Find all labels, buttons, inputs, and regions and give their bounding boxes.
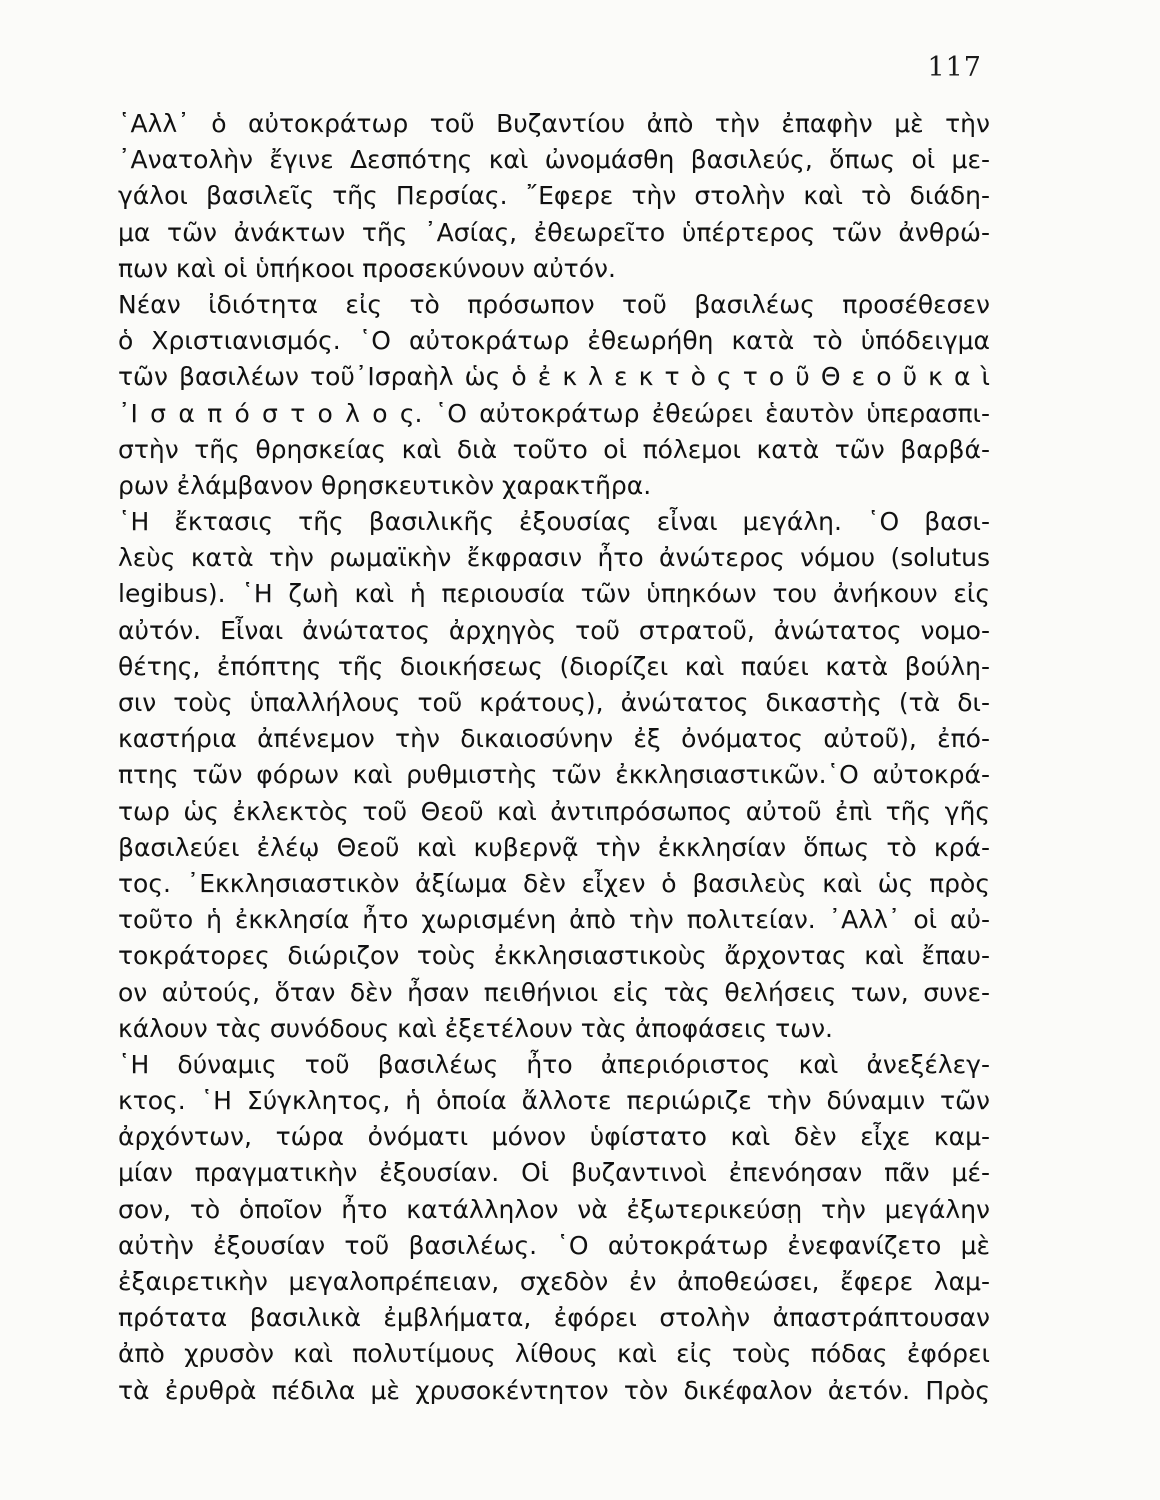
text-line: λεὺς κατὰ τὴν ρωμαϊκὴν ἔκφρασιν ἦτο ἀνώτερος νόμου (solutus	[118, 543, 990, 573]
text-line: κτος. ῾Η Σύγκλητος, ἡ ὁποία ἄλλοτε περιώριζε τὴν δύναμιν τῶν	[118, 1086, 990, 1116]
text-line: τωρ ὡς ἐκλεκτὸς τοῦ Θεοῦ καὶ ἀντιπρόσωπος αὐτοῦ ἐπὶ τῆς γῆς	[118, 796, 990, 826]
text-line: σιν τοὺς ὑπαλλήλους τοῦ κράτους), ἀνώτατος δικαστὴς (τὰ δι-	[118, 688, 990, 717]
text-line: ᾿Ι σ α π ό σ τ ο λ ο ς. ῾Ο αὐτοκράτωρ ἐθεώρει ἑαυτὸν ὑπερασπι-	[118, 398, 990, 428]
text-line: ᾿Ανατολὴν ἔγινε Δεσπότης καὶ ὠνομάσθη βασιλεύς, ὅπως οἱ με-	[118, 145, 990, 175]
text-line: πρότατα βασιλικὰ ἐμβλήματα, ἐφόρει στολὴν ἀπαστράπτουσαν	[118, 1303, 990, 1333]
text-line: κάλουν τὰς συνόδους καὶ ἐξετέλουν τὰς ἀποφάσεις των.	[118, 1013, 833, 1043]
text-line: αὐτὴν ἐξουσίαν τοῦ βασιλέως. ῾Ο αὐτοκράτωρ ἐνεφανίζετο μὲ	[118, 1230, 990, 1260]
text-line: πτης τῶν φόρων καὶ ρυθμιστὴς τῶν ἐκκλησιαστικῶν.῾Ο αὐτοκρά-	[118, 760, 990, 790]
text-line: αὐτόν. Εἶναι ἀνώτατος ἀρχηγὸς τοῦ στρατοῦ, ἀνώτατος νομο-	[118, 615, 990, 645]
text-line: βασιλεύει ἐλέῳ Θεοῦ καὶ κυβερνᾷ τὴν ἐκκλησίαν ὅπως τὸ κρά-	[118, 832, 990, 862]
text-line: ῾Η δύναμις τοῦ βασιλέως ἦτο ἀπεριόριστος καὶ ἀνεξέλεγ-	[118, 1049, 990, 1079]
text-line: πων καὶ οἱ ὑπήκοοι προσεκύνουν αὐτόν.	[118, 253, 616, 283]
text-line: ἀπὸ χρυσὸν καὶ πολυτίμους λίθους καὶ εἰς τοὺς πόδας ἐφόρει	[118, 1339, 990, 1369]
text-line: ὁ Χριστιανισμός. ῾Ο αὐτοκράτωρ ἐθεωρήθη κατὰ τὸ ὑπόδειγμα	[118, 326, 990, 356]
text-line: τοῦτο ἡ ἐκκλησία ἦτο χωρισμένη ἀπὸ τὴν πολιτείαν. ᾿Αλλ᾿ οἱ αὐ-	[118, 905, 990, 935]
text-line: στὴν τῆς θρησκείας καὶ διὰ τοῦτο οἱ πόλεμοι κατὰ τῶν βαρβά-	[118, 434, 990, 464]
text-line: ον αὐτούς, ὅταν δὲν ἦσαν πειθήνιοι εἰς τὰς θελήσεις των, συνε-	[118, 977, 990, 1007]
text-line: Νέαν ἰδιότητα εἰς τὸ πρόσωπον τοῦ βασιλέως προσέθεσεν	[118, 289, 990, 319]
text-line: ῾Η ἔκτασις τῆς βασιλικῆς ἐξουσίας εἶναι μεγάλη. ῾Ο βασι-	[118, 507, 990, 537]
text-line: legibus). ῾Η ζωὴ καὶ ἡ περιουσία τῶν ὑπηκόων του ἀνήκουν εἰς	[118, 579, 990, 609]
text-line: ἐξαιρετικὴν μεγαλοπρέπειαν, σχεδὸν ἐν ἀποθεώσει, ἔφερε λαμ-	[118, 1267, 990, 1296]
text-line: μα τῶν ἀνάκτων τῆς ᾿Ασίας, ἐθεωρεῖτο ὑπέρτερος τῶν ἀνθρώ-	[118, 217, 990, 247]
body-text	[118, 106, 990, 1409]
text-line: τὰ ἐρυθρὰ πέδιλα μὲ χρυσοκέντητον τὸν δικέφαλον ἀετόν. Πρὸς	[118, 1375, 990, 1405]
text-line: θέτης, ἐπόπτης τῆς διοικήσεως (διορίζει καὶ παύει κατὰ βούλη-	[118, 651, 990, 681]
text-line: ρων ἐλάμβανον θρησκευτικὸν χαρακτῆρα.	[118, 470, 652, 500]
page-number: 117	[927, 52, 982, 83]
text-line: σον, τὸ ὁποῖον ἦτο κατάλληλον νὰ ἐξωτερικεύσῃ τὴν μεγάλην	[118, 1194, 990, 1224]
text-line: τοκράτορες διώριζον τοὺς ἐκκλησιαστικοὺς ἄρχοντας καὶ ἔπαυ-	[118, 941, 990, 971]
text-line: τῶν βασιλέων τοῦ᾿Ισραὴλ ὡς ὁ ἐ κ λ ε κ τ ὸ ς τ ο ῦ Θ ε ο ῦ κ α ὶ	[118, 362, 990, 392]
text-line: γάλοι βασιλεῖς τῆς Περσίας. ῎Εφερε τὴν στολὴν καὶ τὸ διάδη-	[118, 181, 990, 211]
text-line: τος. ᾿Εκκλησιαστικὸν ἀξίωμα δὲν εἶχεν ὁ βασιλεὺς καὶ ὡς πρὸς	[118, 868, 990, 898]
text-line: ῾Αλλ᾿ ὁ αὐτοκράτωρ τοῦ Βυζαντίου ἀπὸ τὴν ἐπαφὴν μὲ τὴν	[118, 109, 990, 138]
text-line: μίαν πραγματικὴν ἐξουσίαν. Οἱ βυζαντινοὶ ἐπενόησαν πᾶν μέ-	[118, 1158, 990, 1188]
text-line: ἀρχόντων, τώρα ὀνόματι μόνον ὑφίστατο καὶ δὲν εἶχε καμ-	[118, 1122, 990, 1152]
text-line: καστήρια ἀπένεμον τὴν δικαιοσύνην ἐξ ὀνόματος αὐτοῦ), ἐπό-	[118, 724, 990, 754]
